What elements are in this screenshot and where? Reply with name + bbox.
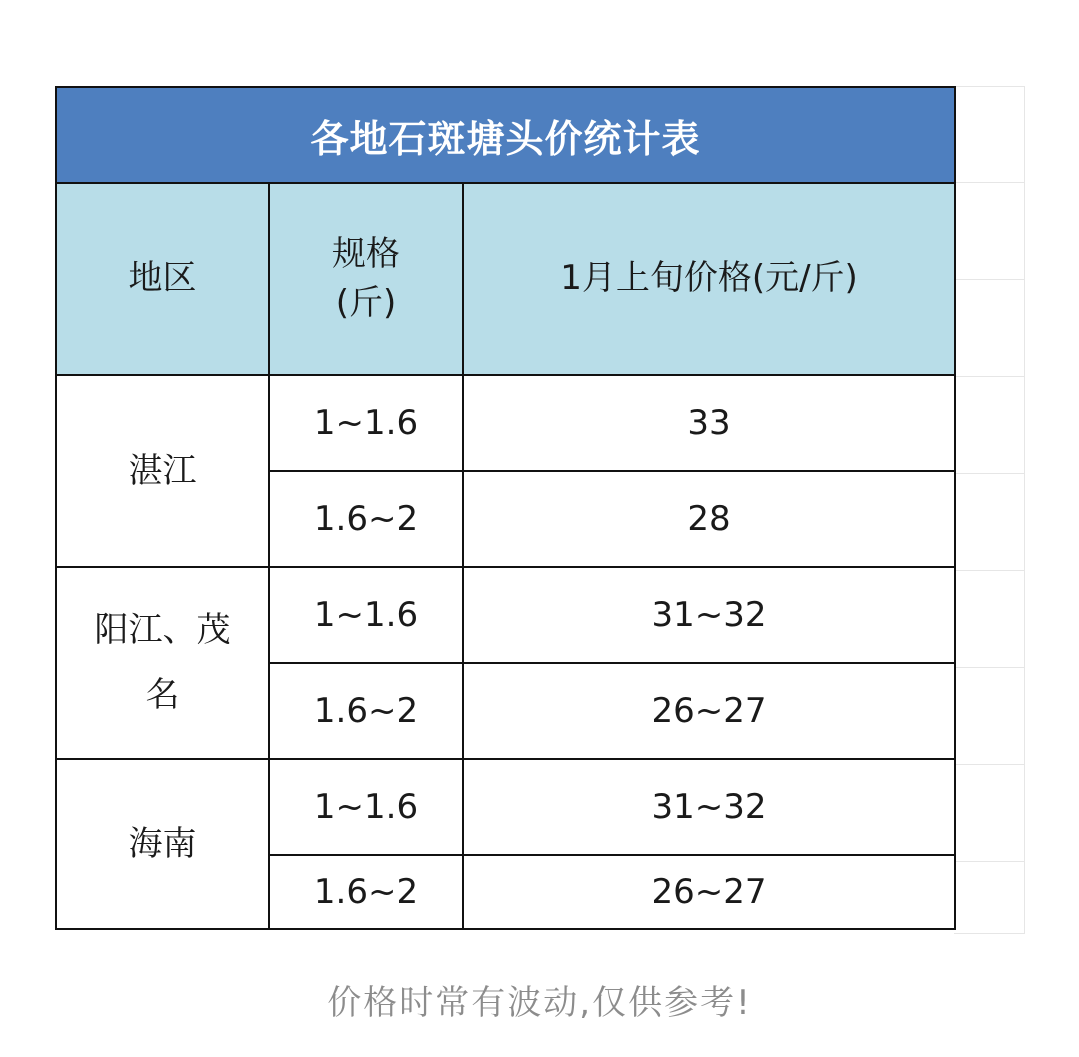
price-cell: 31~32 (463, 567, 955, 663)
spec-cell: 1~1.6 (269, 567, 463, 663)
spreadsheet-gridlines (954, 86, 1025, 934)
region-cell (56, 567, 269, 759)
title-row (56, 87, 955, 183)
header-spec-line1: 规格 (332, 233, 400, 274)
header-spec (269, 183, 463, 375)
gridline (954, 86, 1024, 87)
gridline (954, 570, 1024, 571)
price-cell: 28 (463, 471, 955, 567)
header-price: 1月上旬价格(元/斤) (463, 183, 955, 375)
gridline (954, 667, 1024, 668)
gridline (954, 861, 1024, 862)
price-cell: 26~27 (463, 663, 955, 759)
spec-cell: 1~1.6 (269, 375, 463, 471)
spec-cell: 1~1.6 (269, 759, 463, 855)
table-row (56, 375, 955, 471)
region-cell: 海南 (56, 759, 269, 929)
price-cell: 26~27 (463, 855, 955, 929)
footnote: 价格时常有波动,仅供参考! (327, 983, 752, 1023)
spec-cell: 1.6~2 (269, 471, 463, 567)
gridline (954, 182, 1024, 183)
table-row (56, 567, 955, 663)
price-cell: 33 (463, 375, 955, 471)
gridline (954, 473, 1024, 474)
spec-cell: 1.6~2 (269, 855, 463, 929)
price-cell: 31~32 (463, 759, 955, 855)
header-row (56, 183, 955, 375)
header-spec-line2: (斤) (335, 283, 397, 323)
price-table (55, 86, 956, 930)
table-title: 各地石斑塘头价统计表 (56, 87, 955, 183)
gridline (954, 764, 1024, 765)
region-line2: 名 (145, 675, 180, 715)
gridline (954, 376, 1024, 377)
spec-cell: 1.6~2 (269, 663, 463, 759)
region-cell: 湛江 (56, 375, 269, 567)
region-line1: 阳江、茂 (94, 610, 231, 651)
header-region: 地区 (56, 183, 269, 375)
gridline (954, 933, 1024, 934)
table-row (56, 759, 955, 855)
gridline (954, 279, 1024, 280)
